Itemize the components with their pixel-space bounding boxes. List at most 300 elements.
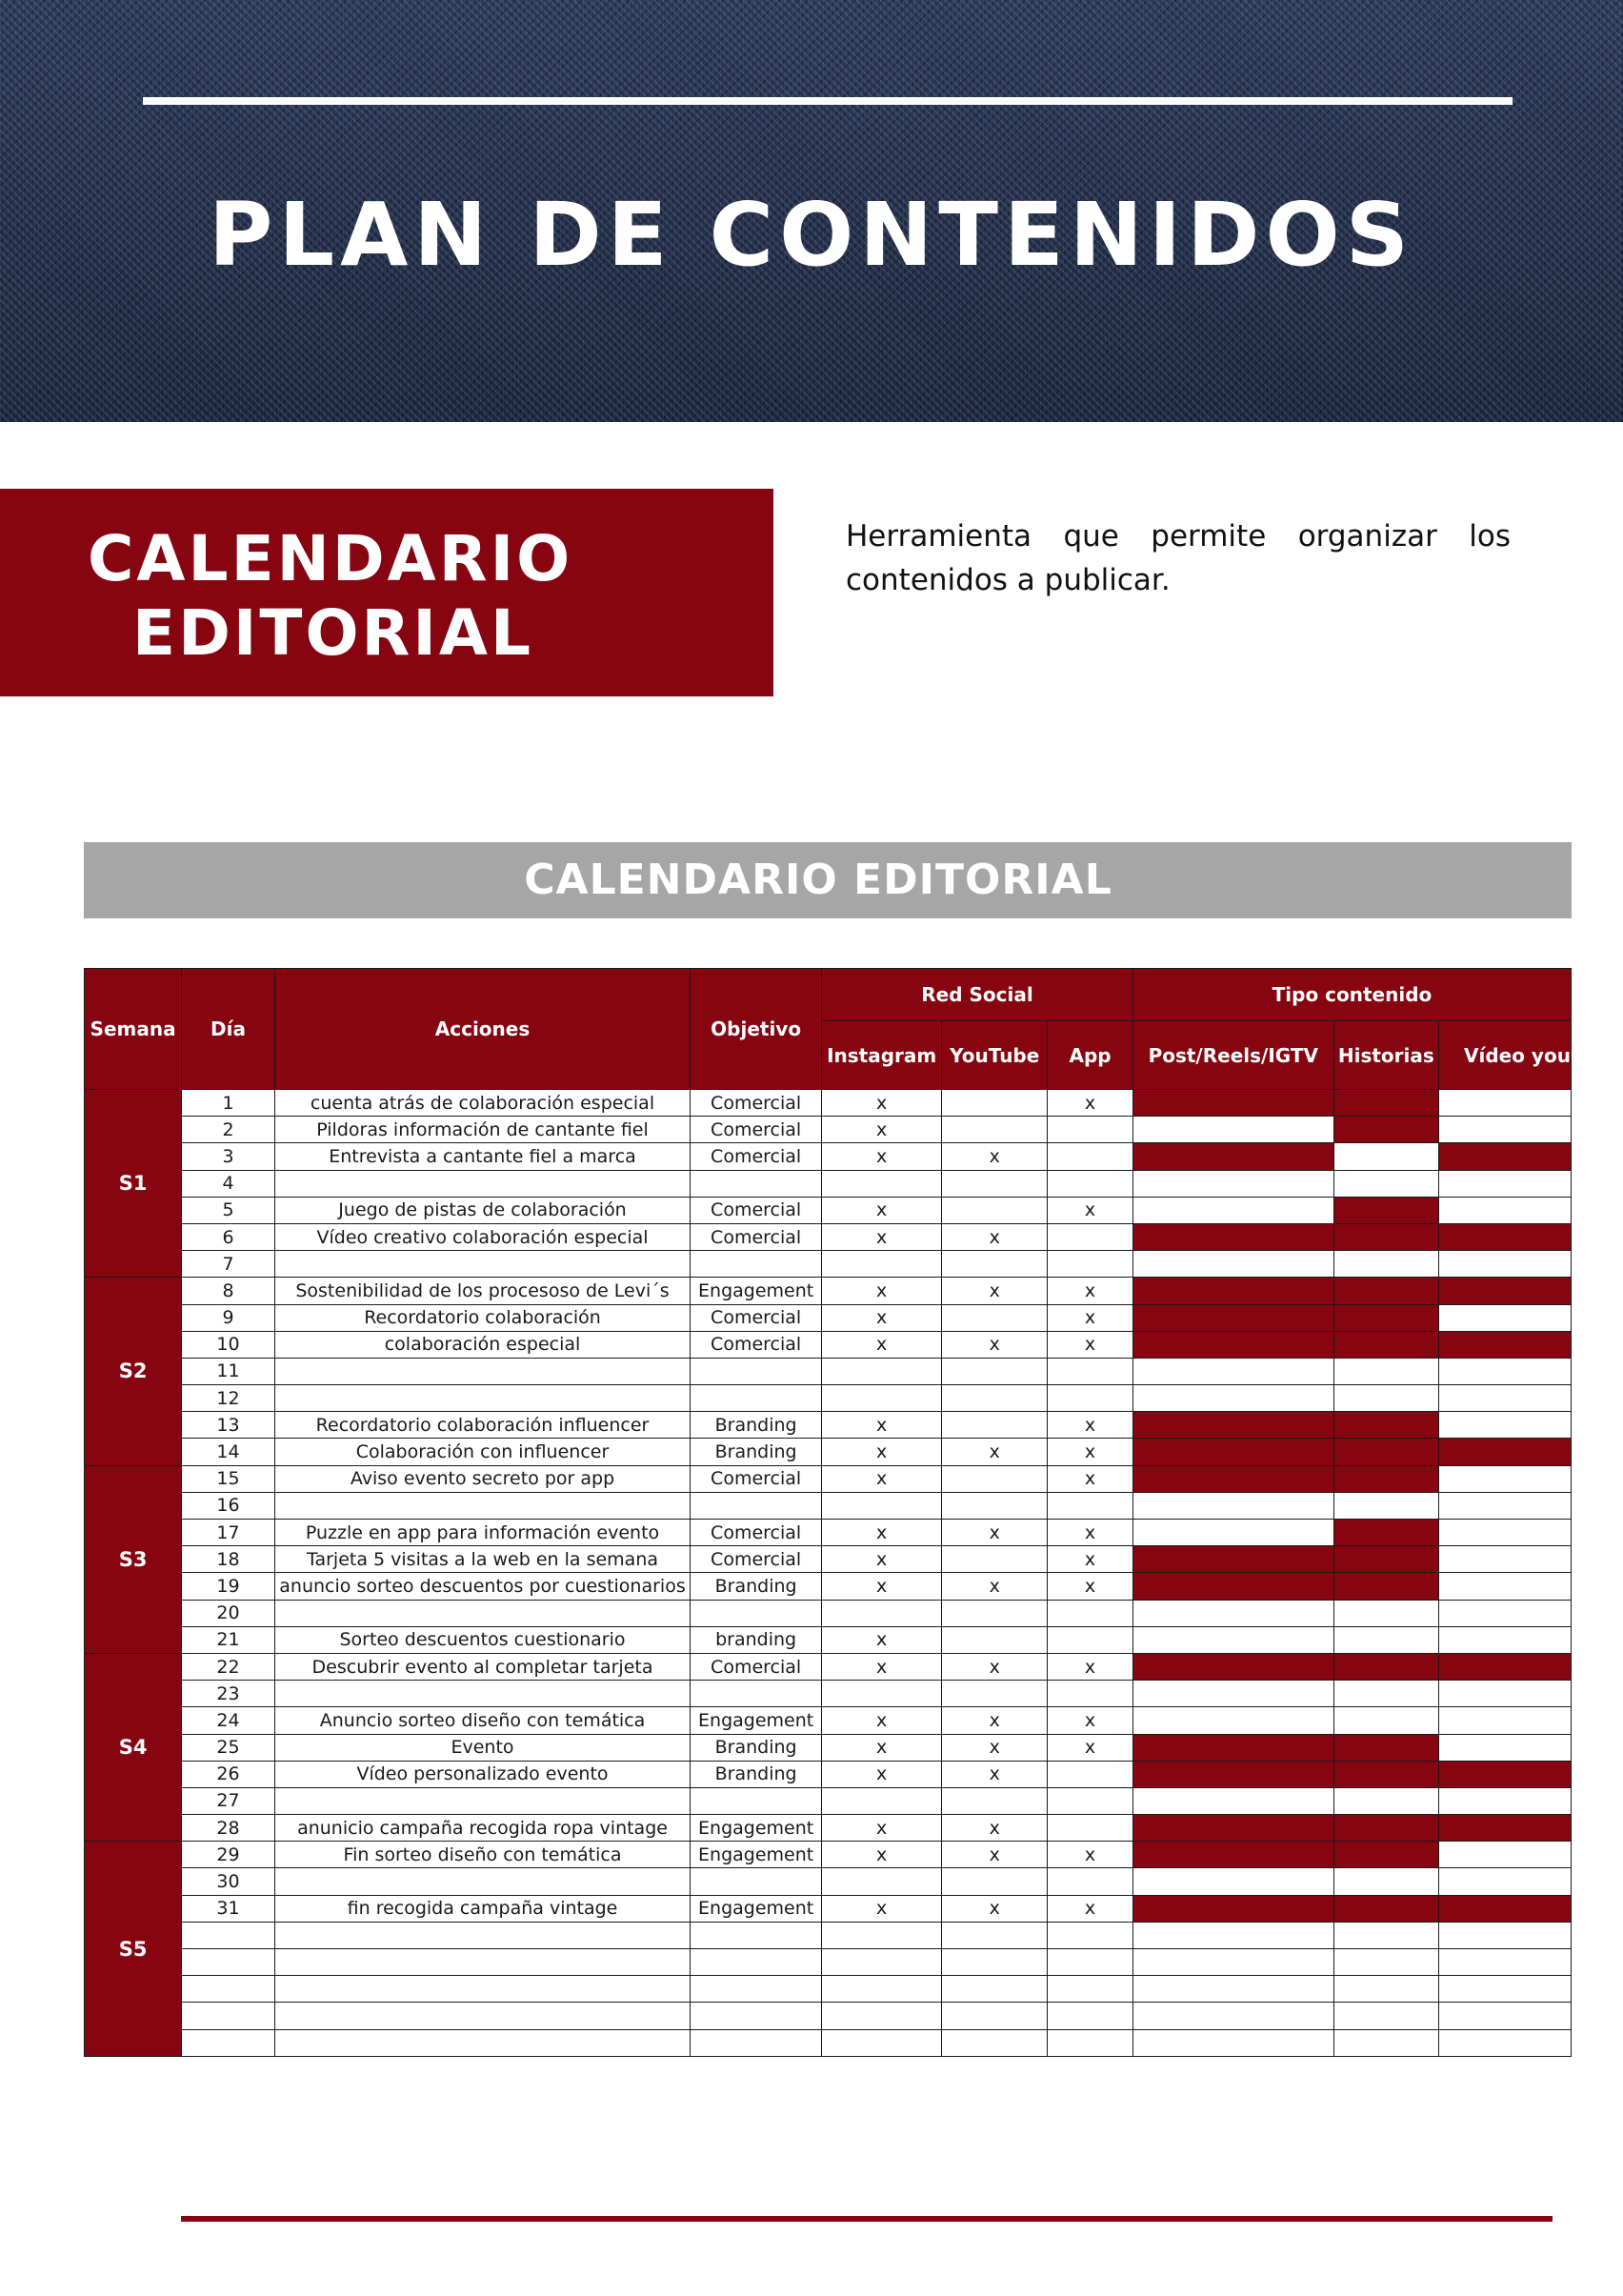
instagram-cell — [822, 1385, 942, 1412]
objective-cell: Comercial — [691, 1546, 822, 1573]
video-cell — [1439, 1090, 1572, 1117]
instagram-cell — [822, 1868, 942, 1895]
instagram-cell — [822, 1681, 942, 1707]
youtube-cell — [942, 1787, 1048, 1814]
objective-cell: Branding — [691, 1734, 822, 1761]
instagram-cell — [822, 1787, 942, 1814]
video-cell — [1439, 1223, 1572, 1250]
video-cell — [1439, 1117, 1572, 1143]
table-row — [85, 1492, 1572, 1519]
historias-cell — [1333, 1815, 1438, 1842]
app-cell: x — [1048, 1439, 1133, 1465]
objective-cell: Comercial — [691, 1465, 822, 1492]
section-title-line1: CALENDARIO — [88, 522, 573, 595]
post-cell — [1132, 1815, 1333, 1842]
instagram-cell — [822, 1922, 942, 1948]
objective-cell — [691, 1251, 822, 1278]
instagram-cell — [822, 2029, 942, 2056]
table-row — [85, 1922, 1572, 1948]
post-cell — [1132, 1170, 1333, 1197]
section-title-line2: EDITORIAL — [132, 596, 534, 670]
instagram-cell: x — [822, 1653, 942, 1680]
objective-cell: Engagement — [691, 1895, 822, 1922]
post-cell — [1132, 1278, 1333, 1304]
objective-cell: Comercial — [691, 1090, 822, 1117]
historias-cell — [1333, 1117, 1438, 1143]
day-cell: 4 — [182, 1170, 275, 1197]
post-cell — [1132, 1090, 1333, 1117]
historias-cell — [1333, 1090, 1438, 1117]
day-cell — [182, 2029, 275, 2056]
app-cell: x — [1048, 1653, 1133, 1680]
footer-divider — [181, 2216, 1553, 2222]
day-cell: 12 — [182, 1385, 275, 1412]
objective-cell: Comercial — [691, 1117, 822, 1143]
header-post: Post/Reels/IGTV — [1132, 1021, 1333, 1090]
action-cell: Recordatorio colaboración — [274, 1304, 690, 1331]
post-cell — [1132, 1439, 1333, 1465]
post-cell — [1132, 1520, 1333, 1546]
action-cell: Vídeo personalizado evento — [274, 1761, 690, 1787]
section-description: Herramienta que permite organizar los contenidos a publicar. — [846, 519, 1511, 597]
historias-cell — [1333, 1976, 1438, 2003]
instagram-cell: x — [822, 1626, 942, 1653]
app-cell: x — [1048, 1546, 1133, 1573]
day-cell: 17 — [182, 1520, 275, 1546]
section-title-box — [0, 489, 773, 696]
post-cell — [1132, 1412, 1333, 1439]
historias-cell — [1333, 1681, 1438, 1707]
table-row — [85, 1895, 1572, 1922]
app-cell — [1048, 1626, 1133, 1653]
instagram-cell: x — [822, 1520, 942, 1546]
instagram-cell: x — [822, 1895, 942, 1922]
historias-cell — [1333, 1653, 1438, 1680]
day-cell: 2 — [182, 1117, 275, 1143]
post-cell — [1132, 1922, 1333, 1948]
app-cell — [1048, 1815, 1133, 1842]
youtube-cell — [942, 1600, 1048, 1626]
youtube-cell: x — [942, 1331, 1048, 1358]
banner-divider — [143, 97, 1513, 105]
day-cell: 31 — [182, 1895, 275, 1922]
table-row — [85, 1626, 1572, 1653]
post-cell — [1132, 1949, 1333, 1976]
action-cell: Descubrir evento al completar tarjeta — [274, 1653, 690, 1680]
action-cell: fin recogida campaña vintage — [274, 1895, 690, 1922]
table-row — [85, 2003, 1572, 2029]
header-banner — [0, 0, 1623, 422]
instagram-cell: x — [822, 1734, 942, 1761]
header-acciones: Acciones — [274, 969, 690, 1090]
youtube-cell — [942, 1385, 1048, 1412]
youtube-cell: x — [942, 1734, 1048, 1761]
table-row — [85, 2029, 1572, 2056]
app-cell — [1048, 1358, 1133, 1384]
day-cell: 11 — [182, 1358, 275, 1384]
day-cell: 29 — [182, 1842, 275, 1868]
historias-cell — [1333, 1895, 1438, 1922]
header-app: App — [1048, 1021, 1133, 1090]
table-row — [85, 1170, 1572, 1197]
header-semana: Semana — [85, 969, 182, 1090]
app-cell: x — [1048, 1304, 1133, 1331]
historias-cell — [1333, 1573, 1438, 1600]
app-cell — [1048, 1223, 1133, 1250]
action-cell: Colaboración con influencer — [274, 1439, 690, 1465]
app-cell: x — [1048, 1573, 1133, 1600]
week-label: S1 — [85, 1090, 182, 1278]
video-cell — [1439, 1385, 1572, 1412]
table-row — [85, 1600, 1572, 1626]
app-cell: x — [1048, 1090, 1133, 1117]
table-row — [85, 1681, 1572, 1707]
action-cell: Puzzle en app para información evento — [274, 1520, 690, 1546]
day-cell — [182, 1949, 275, 1976]
video-cell — [1439, 1842, 1572, 1868]
youtube-cell — [942, 1949, 1048, 1976]
post-cell — [1132, 1707, 1333, 1734]
post-cell — [1132, 2029, 1333, 2056]
day-cell: 24 — [182, 1707, 275, 1734]
post-cell — [1132, 1868, 1333, 1895]
video-cell — [1439, 1304, 1572, 1331]
instagram-cell: x — [822, 1439, 942, 1465]
table-row — [85, 1653, 1572, 1680]
instagram-cell: x — [822, 1197, 942, 1223]
post-cell — [1132, 1681, 1333, 1707]
action-cell: Juego de pistas de colaboración — [274, 1197, 690, 1223]
post-cell — [1132, 1842, 1333, 1868]
historias-cell — [1333, 1358, 1438, 1384]
youtube-cell — [942, 1626, 1048, 1653]
action-cell — [274, 1600, 690, 1626]
day-cell: 18 — [182, 1546, 275, 1573]
instagram-cell — [822, 2003, 942, 2029]
table-row — [85, 1546, 1572, 1573]
app-cell — [1048, 1922, 1133, 1948]
objective-cell: Comercial — [691, 1143, 822, 1170]
historias-cell — [1333, 1842, 1438, 1868]
historias-cell — [1333, 1868, 1438, 1895]
action-cell: Tarjeta 5 visitas a la web en la semana — [274, 1546, 690, 1573]
post-cell — [1132, 1385, 1333, 1412]
table-row — [85, 1520, 1572, 1546]
instagram-cell: x — [822, 1304, 942, 1331]
objective-cell: Comercial — [691, 1653, 822, 1680]
video-cell — [1439, 1626, 1572, 1653]
video-cell — [1439, 1976, 1572, 2003]
objective-cell — [691, 1492, 822, 1519]
video-cell — [1439, 1170, 1572, 1197]
action-cell — [274, 1681, 690, 1707]
youtube-cell — [942, 1492, 1048, 1519]
week-label: S4 — [85, 1653, 182, 1841]
video-cell — [1439, 1922, 1572, 1948]
youtube-cell — [942, 1546, 1048, 1573]
day-cell: 16 — [182, 1492, 275, 1519]
day-cell: 27 — [182, 1787, 275, 1814]
app-cell: x — [1048, 1734, 1133, 1761]
instagram-cell: x — [822, 1223, 942, 1250]
table-row — [85, 1412, 1572, 1439]
header-objetivo: Objetivo — [691, 969, 822, 1090]
video-cell — [1439, 1358, 1572, 1384]
video-cell — [1439, 1412, 1572, 1439]
historias-cell — [1333, 1707, 1438, 1734]
header-youtube: YouTube — [942, 1021, 1048, 1090]
post-cell — [1132, 1304, 1333, 1331]
action-cell — [274, 1251, 690, 1278]
historias-cell — [1333, 1223, 1438, 1250]
action-cell — [274, 1385, 690, 1412]
post-cell — [1132, 1492, 1333, 1519]
app-cell — [1048, 1385, 1133, 1412]
action-cell — [274, 1358, 690, 1384]
table-row — [85, 1976, 1572, 2003]
video-cell — [1439, 1520, 1572, 1546]
table-row — [85, 1143, 1572, 1170]
action-cell — [274, 1949, 690, 1976]
action-cell: cuenta atrás de colaboración especial — [274, 1090, 690, 1117]
app-cell — [1048, 1600, 1133, 1626]
header-historias: Historias — [1333, 1021, 1438, 1090]
objective-cell — [691, 2029, 822, 2056]
week-label: S2 — [85, 1278, 182, 1465]
day-cell: 7 — [182, 1251, 275, 1278]
objective-cell: Engagement — [691, 1707, 822, 1734]
app-cell — [1048, 1976, 1133, 2003]
spreadsheet — [84, 838, 1572, 2058]
app-cell: x — [1048, 1331, 1133, 1358]
objective-cell — [691, 1681, 822, 1707]
objective-cell: Engagement — [691, 1815, 822, 1842]
objective-cell — [691, 1949, 822, 1976]
post-cell — [1132, 1653, 1333, 1680]
youtube-cell: x — [942, 1439, 1048, 1465]
day-cell: 19 — [182, 1573, 275, 1600]
day-cell — [182, 1922, 275, 1948]
post-cell — [1132, 2003, 1333, 2029]
objective-cell: Branding — [691, 1761, 822, 1787]
objective-cell — [691, 1868, 822, 1895]
day-cell: 26 — [182, 1761, 275, 1787]
instagram-cell — [822, 1251, 942, 1278]
app-cell — [1048, 1251, 1133, 1278]
historias-cell — [1333, 2003, 1438, 2029]
historias-cell — [1333, 1412, 1438, 1439]
post-cell — [1132, 1197, 1333, 1223]
instagram-cell — [822, 1492, 942, 1519]
day-cell: 25 — [182, 1734, 275, 1761]
instagram-cell: x — [822, 1815, 942, 1842]
objective-cell: Comercial — [691, 1197, 822, 1223]
video-cell — [1439, 1465, 1572, 1492]
table-row — [85, 1842, 1572, 1868]
instagram-cell — [822, 1358, 942, 1384]
video-cell — [1439, 2003, 1572, 2029]
youtube-cell: x — [942, 1278, 1048, 1304]
video-cell — [1439, 1573, 1572, 1600]
table-row — [85, 1278, 1572, 1304]
app-cell: x — [1048, 1895, 1133, 1922]
post-cell — [1132, 1600, 1333, 1626]
youtube-cell — [942, 1868, 1048, 1895]
table-row — [85, 1358, 1572, 1384]
action-cell: Anuncio sorteo diseño con temática — [274, 1707, 690, 1734]
action-cell: Vídeo creativo colaboración especial — [274, 1223, 690, 1250]
post-cell — [1132, 1734, 1333, 1761]
app-cell — [1048, 1949, 1133, 1976]
app-cell: x — [1048, 1520, 1133, 1546]
table-row — [85, 1223, 1572, 1250]
objective-cell: Branding — [691, 1439, 822, 1465]
historias-cell — [1333, 1331, 1438, 1358]
youtube-cell: x — [942, 1143, 1048, 1170]
app-cell — [1048, 1761, 1133, 1787]
header-dia: Día — [182, 969, 275, 1090]
objective-cell: Comercial — [691, 1223, 822, 1250]
objective-cell: Comercial — [691, 1520, 822, 1546]
video-cell — [1439, 1439, 1572, 1465]
instagram-cell — [822, 1976, 942, 2003]
youtube-cell — [942, 1251, 1048, 1278]
day-cell: 21 — [182, 1626, 275, 1653]
day-cell: 1 — [182, 1090, 275, 1117]
historias-cell — [1333, 1949, 1438, 1976]
day-cell: 22 — [182, 1653, 275, 1680]
app-cell — [1048, 1787, 1133, 1814]
table-row — [85, 1734, 1572, 1761]
historias-cell — [1333, 1251, 1438, 1278]
youtube-cell — [942, 1170, 1048, 1197]
day-cell — [182, 1976, 275, 2003]
objective-cell — [691, 1358, 822, 1384]
action-cell: Entrevista a cantante fiel a marca — [274, 1143, 690, 1170]
youtube-cell: x — [942, 1815, 1048, 1842]
historias-cell — [1333, 1546, 1438, 1573]
post-cell — [1132, 1117, 1333, 1143]
historias-cell — [1333, 1170, 1438, 1197]
video-cell — [1439, 1653, 1572, 1680]
action-cell: Pildoras información de cantante fiel — [274, 1117, 690, 1143]
table-row — [85, 1304, 1572, 1331]
instagram-cell — [822, 1600, 942, 1626]
app-cell — [1048, 2029, 1133, 2056]
objective-cell — [691, 1976, 822, 2003]
instagram-cell: x — [822, 1707, 942, 1734]
historias-cell — [1333, 1278, 1438, 1304]
objective-cell: Branding — [691, 1412, 822, 1439]
table-row — [85, 1815, 1572, 1842]
youtube-cell — [942, 1412, 1048, 1439]
historias-cell — [1333, 1520, 1438, 1546]
youtube-cell — [942, 1358, 1048, 1384]
youtube-cell: x — [942, 1520, 1048, 1546]
action-cell: Fin sorteo diseño con temática — [274, 1842, 690, 1868]
calendar-table — [84, 968, 1572, 2057]
action-cell — [274, 1868, 690, 1895]
post-cell — [1132, 1976, 1333, 2003]
video-cell — [1439, 1197, 1572, 1223]
header-instagram: Instagram — [822, 1021, 942, 1090]
week-label: S3 — [85, 1465, 182, 1653]
table-row — [85, 1251, 1572, 1278]
video-cell — [1439, 1868, 1572, 1895]
table-row — [85, 1331, 1572, 1358]
app-cell: x — [1048, 1465, 1133, 1492]
post-cell — [1132, 1626, 1333, 1653]
historias-cell — [1333, 1304, 1438, 1331]
youtube-cell — [942, 1117, 1048, 1143]
day-cell: 28 — [182, 1815, 275, 1842]
app-cell: x — [1048, 1278, 1133, 1304]
post-cell — [1132, 1546, 1333, 1573]
instagram-cell: x — [822, 1143, 942, 1170]
day-cell — [182, 2003, 275, 2029]
day-cell: 23 — [182, 1681, 275, 1707]
objective-cell: Engagement — [691, 1842, 822, 1868]
objective-cell — [691, 1385, 822, 1412]
objective-cell — [691, 2003, 822, 2029]
action-cell: colaboración especial — [274, 1331, 690, 1358]
historias-cell — [1333, 2029, 1438, 2056]
instagram-cell: x — [822, 1278, 942, 1304]
video-cell — [1439, 1681, 1572, 1707]
app-cell: x — [1048, 1412, 1133, 1439]
historias-cell — [1333, 1439, 1438, 1465]
objective-cell — [691, 1922, 822, 1948]
header-video: Vídeo you — [1439, 1021, 1572, 1090]
table-row — [85, 1573, 1572, 1600]
week-label: S5 — [85, 1842, 182, 2057]
youtube-cell: x — [942, 1895, 1048, 1922]
action-cell: anuncio sorteo descuentos por cuestionarios — [274, 1573, 690, 1600]
post-cell — [1132, 1895, 1333, 1922]
post-cell — [1132, 1251, 1333, 1278]
video-cell — [1439, 1761, 1572, 1787]
day-cell: 10 — [182, 1331, 275, 1358]
app-cell: x — [1048, 1842, 1133, 1868]
youtube-cell — [942, 1922, 1048, 1948]
youtube-cell: x — [942, 1842, 1048, 1868]
app-cell — [1048, 1868, 1133, 1895]
objective-cell: Comercial — [691, 1331, 822, 1358]
historias-cell — [1333, 1143, 1438, 1170]
instagram-cell: x — [822, 1117, 942, 1143]
youtube-cell — [942, 2029, 1048, 2056]
day-cell: 30 — [182, 1868, 275, 1895]
app-cell — [1048, 2003, 1133, 2029]
historias-cell — [1333, 1787, 1438, 1814]
table-row — [85, 1465, 1572, 1492]
action-cell — [274, 1492, 690, 1519]
objective-cell — [691, 1170, 822, 1197]
video-cell — [1439, 1734, 1572, 1761]
header-red-social: Red Social — [822, 969, 1133, 1021]
instagram-cell: x — [822, 1546, 942, 1573]
sheet-title-bar — [84, 842, 1572, 918]
objective-cell — [691, 1600, 822, 1626]
historias-cell — [1333, 1626, 1438, 1653]
instagram-cell: x — [822, 1412, 942, 1439]
youtube-cell — [942, 1465, 1048, 1492]
action-cell: anunicio campaña recogida ropa vintage — [274, 1815, 690, 1842]
table-row — [85, 1868, 1572, 1895]
day-cell: 8 — [182, 1278, 275, 1304]
historias-cell — [1333, 1922, 1438, 1948]
post-cell — [1132, 1761, 1333, 1787]
